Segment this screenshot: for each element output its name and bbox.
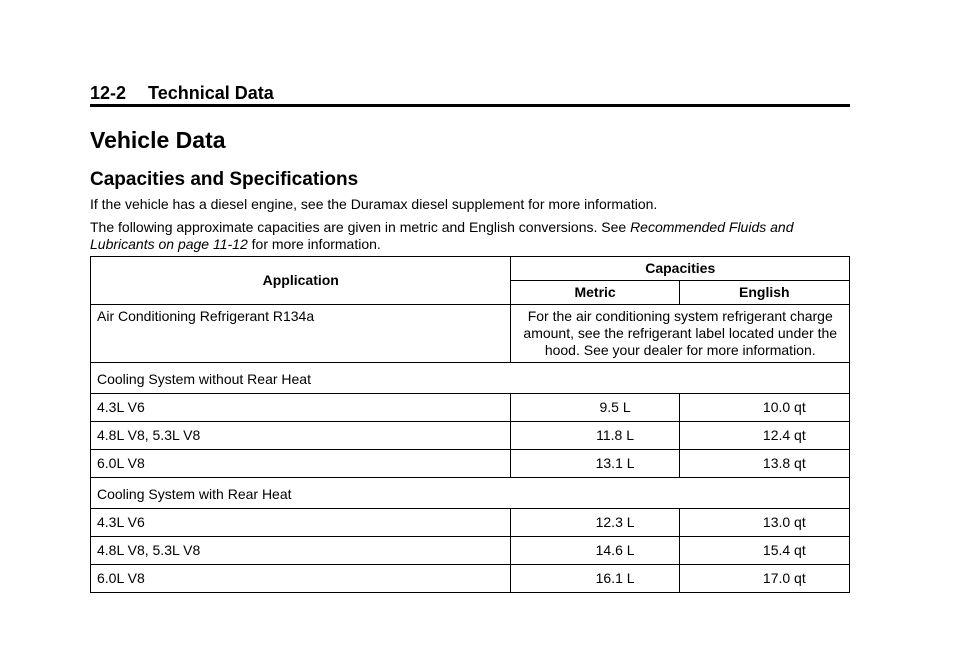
intro-text: The following approximate capacities are given in metric and English conversions. See xyxy=(90,219,631,235)
fluids-reference-link[interactable]: Recommended Fluids and Lubricants on page 11-12 xyxy=(90,219,794,252)
english-cell xyxy=(679,450,849,478)
english-value: 13.0 qt xyxy=(762,514,806,530)
application-cell: 6.0L V8 xyxy=(91,565,511,593)
english-cell xyxy=(679,422,849,450)
english-cell xyxy=(679,537,849,565)
group-header-row xyxy=(91,363,850,394)
table-row xyxy=(91,565,850,593)
metric-cell xyxy=(511,509,679,537)
intro-text-end: for more information. xyxy=(247,236,381,252)
application-cell: Air Conditioning Refrigerant R134a xyxy=(91,305,511,363)
refrigerant-note-cell: For the air conditioning system refrigerant charge amount, see the refrigerant label located under the hood. See your dealer for more information. xyxy=(511,305,850,363)
english-cell xyxy=(679,509,849,537)
chapter-title: Technical Data xyxy=(148,83,274,103)
group-title: Cooling System with Rear Heat xyxy=(91,478,850,509)
application-cell: 4.8L V8, 5.3L V8 xyxy=(91,537,511,565)
capacities-intro xyxy=(90,219,850,253)
metric-cell xyxy=(511,565,679,593)
application-cell: 6.0L V8 xyxy=(91,450,511,478)
table-row xyxy=(91,509,850,537)
page-header xyxy=(90,82,850,104)
page-number: 12-2 xyxy=(90,83,127,103)
header-application: Application xyxy=(91,257,511,305)
table-row xyxy=(91,305,850,363)
application-cell: 4.3L V6 xyxy=(91,509,511,537)
diesel-note: If the vehicle has a diesel engine, see the Duramax diesel supplement for more information. xyxy=(90,196,658,212)
english-cell xyxy=(679,394,849,422)
header-rule xyxy=(90,104,850,107)
subsection-title: Capacities and Specifications xyxy=(90,169,359,190)
metric-cell xyxy=(511,422,679,450)
header-metric: Metric xyxy=(511,281,679,305)
english-value: 10.0 qt xyxy=(762,399,806,415)
metric-cell xyxy=(511,394,679,422)
metric-cell xyxy=(511,537,679,565)
metric-value: 14.6 L xyxy=(595,542,635,558)
english-value: 12.4 qt xyxy=(762,427,806,443)
metric-value: 13.1 L xyxy=(595,455,635,471)
section-title: Vehicle Data xyxy=(90,127,226,153)
application-cell: 4.8L V8, 5.3L V8 xyxy=(91,422,511,450)
english-cell xyxy=(679,565,849,593)
header-capacities: Capacities xyxy=(511,257,850,281)
english-value: 13.8 qt xyxy=(762,455,806,471)
table-row xyxy=(91,450,850,478)
header-english: English xyxy=(679,281,849,305)
group-title: Cooling System without Rear Heat xyxy=(91,363,850,394)
metric-value: 12.3 L xyxy=(595,514,635,530)
capacities-table xyxy=(90,256,850,593)
application-cell: 4.3L V6 xyxy=(91,394,511,422)
group-header-row xyxy=(91,478,850,509)
english-value: 15.4 qt xyxy=(762,542,806,558)
metric-value: 16.1 L xyxy=(595,570,635,586)
metric-cell xyxy=(511,450,679,478)
metric-value: 11.8 L xyxy=(596,427,635,443)
english-value: 17.0 qt xyxy=(762,570,806,586)
table-row xyxy=(91,394,850,422)
table-row xyxy=(91,537,850,565)
table-row xyxy=(91,422,850,450)
metric-value: 9.5 L xyxy=(599,399,631,415)
